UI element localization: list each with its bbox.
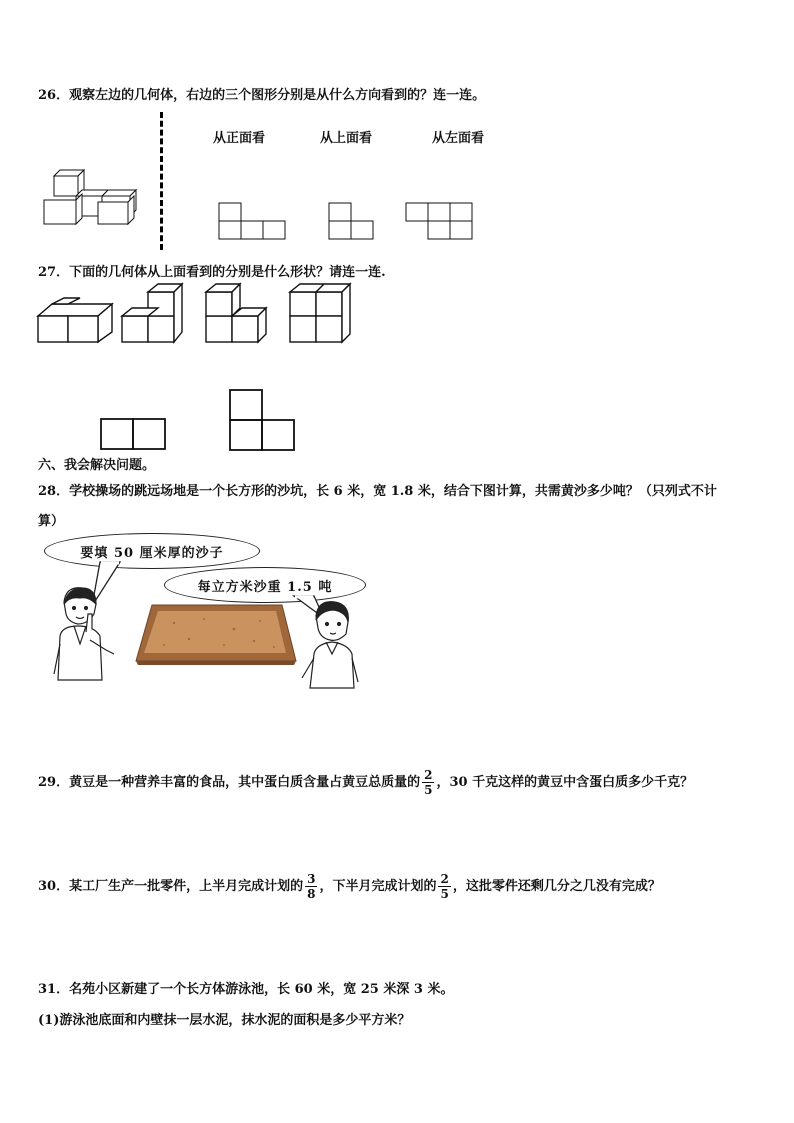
label-left-view: 从左面看 — [432, 131, 485, 146]
q30-fraction-2-num: 2 — [440, 872, 449, 886]
q31-text: 31．名苑小区新建了一个长方体游泳池，长 60 米，宽 25 米深 3 米。 — [38, 982, 454, 997]
q28-text-line1: 28．学校操场的跳远场地是一个长方形的沙坑，长 6 米，宽 1.8 米，结合下图计算，共需黄沙多少吨？（只列式不计 — [38, 484, 717, 499]
q31-sub1: (1)游泳池底面和内壁抹一层水泥，抹水泥的面积是多少平方米？ — [38, 1013, 411, 1028]
q27-solid-figures — [36, 282, 356, 346]
divider-dashed — [160, 112, 163, 250]
view-shape-1 — [219, 203, 289, 243]
bubble-girl-text: 每立方米沙重 1.5 吨 — [197, 579, 333, 595]
label-top-view: 从上面看 — [320, 131, 373, 146]
q29-fraction-den: 5 — [424, 783, 433, 797]
q29-fraction-num: 2 — [424, 768, 433, 782]
view-shape-3 — [406, 203, 476, 243]
q29-line — [38, 768, 693, 797]
q30-fraction-2-den: 5 — [440, 887, 449, 901]
sandbox-illustration — [134, 601, 298, 663]
label-front-view: 从正面看 — [213, 131, 266, 146]
boy-illustration — [48, 584, 118, 690]
q26-text: 26．观察左边的几何体，右边的三个图形分别是从什么方向看到的？连一连。 — [38, 88, 486, 103]
q30-line — [38, 872, 661, 901]
q30-fraction-1 — [305, 872, 317, 901]
q29-text-after: ，30 千克这样的黄豆中含蛋白质多少千克？ — [436, 775, 694, 790]
q30-text-after: ，这批零件还剩几分之几没有完成？ — [452, 879, 661, 894]
top-view-option-1 — [100, 418, 166, 450]
q28-text-line2: 算） — [38, 514, 65, 529]
section-heading: 六、我会解决问题。 — [38, 458, 156, 473]
speech-bubble-boy — [44, 533, 260, 569]
q30-fraction-1-num: 3 — [307, 872, 316, 886]
view-shape-2 — [329, 203, 379, 243]
top-view-option-2 — [229, 389, 295, 451]
q29-text-before: 29．黄豆是一种营养丰富的食品，其中蛋白质含量占黄豆总质量的 — [38, 775, 421, 790]
q30-text-before: 30．某工厂生产一批零件，上半月完成计划的 — [38, 879, 304, 894]
q30-text-middle: ，下半月完成计划的 — [319, 879, 437, 894]
q27-text: 27．下面的几何体从上面看到的分别是什么形状？请连一连. — [38, 265, 386, 280]
q30-fraction-1-den: 8 — [307, 887, 316, 901]
bubble-boy-text: 要填 50 厘米厚的沙子 — [80, 545, 224, 561]
q30-fraction-2 — [438, 872, 450, 901]
q29-fraction — [422, 768, 434, 797]
q26-solid-figure — [40, 168, 140, 228]
girl-illustration — [298, 598, 368, 692]
